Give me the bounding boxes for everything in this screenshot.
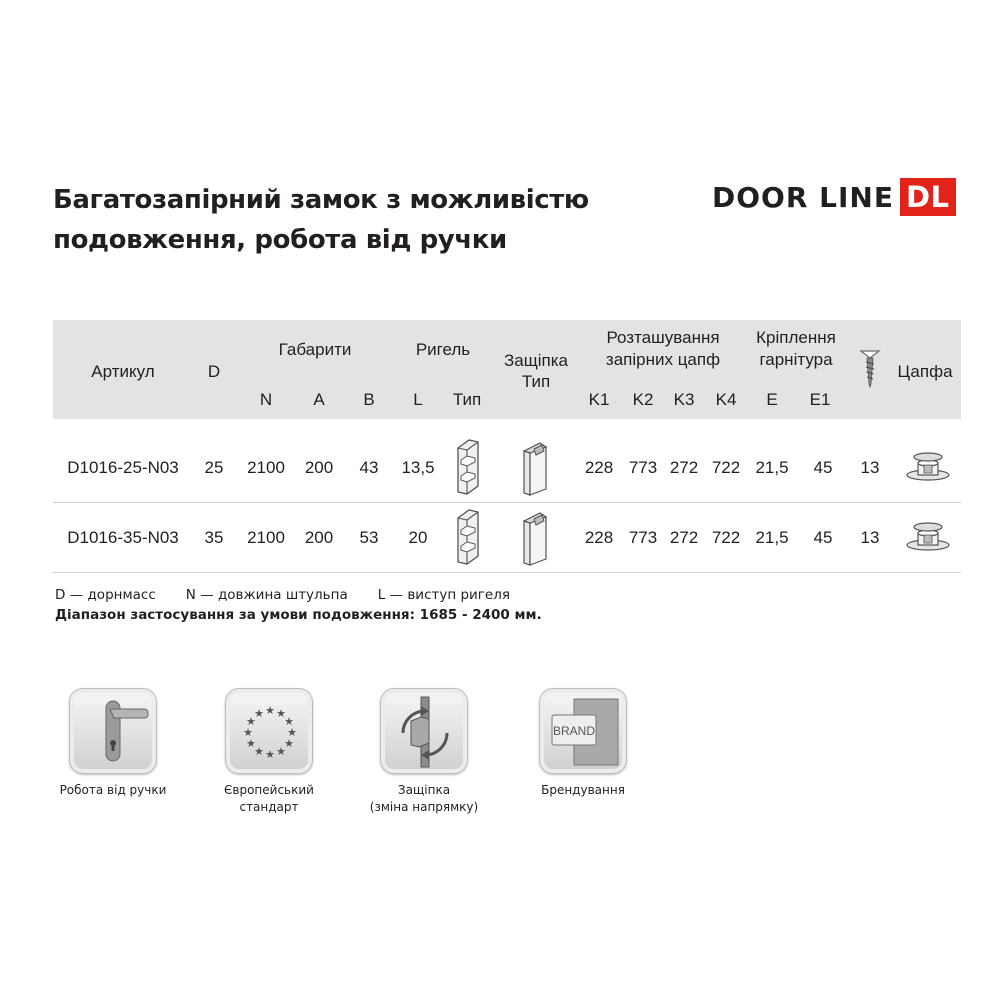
note-n: N — довжина штульпа	[185, 587, 348, 603]
feature-latch-label-2: (зміна напрямку)	[369, 800, 479, 814]
eu-stars-icon	[225, 688, 313, 774]
cell-k1: 228	[584, 528, 614, 547]
cell-screw: 13	[860, 458, 880, 477]
eu-star: ★	[284, 715, 295, 728]
bolt-type-icon	[455, 438, 481, 496]
eu-star: ★	[265, 748, 275, 761]
latch-type-icon	[520, 439, 552, 497]
header-bolt-type: Тип	[452, 390, 482, 409]
cell-screw: 13	[860, 528, 880, 547]
cell-a: 200	[304, 528, 334, 547]
cell-d: 35	[204, 528, 224, 547]
cell-e1: 45	[813, 458, 833, 477]
cell-e: 21,5	[755, 528, 789, 547]
cell-l: 20	[408, 528, 428, 547]
cell-n: 2100	[247, 458, 285, 477]
note-range: Діапазон застосування за умови подовження: 1685 - 2400 мм.	[55, 607, 542, 623]
cell-k4: 722	[711, 458, 741, 477]
header-pin: Цапфа	[897, 362, 953, 381]
eu-star: ★	[265, 704, 275, 717]
header-k3: K3	[673, 390, 695, 409]
cell-k4: 722	[711, 528, 741, 547]
header-k1: K1	[588, 390, 610, 409]
door-handle-icon	[69, 688, 157, 774]
title-line-2: подовження, робота від ручки	[53, 225, 507, 255]
eu-star: ★	[245, 715, 256, 728]
cell-k2: 773	[628, 458, 658, 477]
table-header	[53, 320, 961, 419]
cell-n: 2100	[247, 528, 285, 547]
cell-article: D1016-35-N03	[67, 528, 179, 547]
header-dims: Габарити	[278, 340, 352, 359]
feature-eu-standard	[199, 688, 339, 816]
cell-a: 200	[304, 458, 334, 477]
feature-branding	[513, 688, 653, 799]
header-d: D	[207, 362, 221, 381]
brand-logo	[712, 178, 956, 216]
header-k4: K4	[715, 390, 737, 409]
header-positions-2: запірних цапф	[605, 350, 721, 369]
feature-branding-label: Брендування	[541, 783, 625, 797]
cell-k3: 272	[669, 528, 699, 547]
feature-eu-label-2: стандарт	[239, 800, 299, 814]
brand-plate-icon	[539, 688, 627, 774]
feature-latch-label-1: Защіпка	[397, 783, 451, 797]
cell-l: 13,5	[401, 458, 435, 477]
screw-icon	[859, 348, 881, 388]
cell-k1: 228	[584, 458, 614, 477]
table-row	[53, 503, 961, 573]
note-d: D — дорнмасс	[55, 587, 156, 603]
header-latch-type: Тип	[521, 372, 551, 391]
latch-type-icon	[520, 509, 552, 567]
header-l: L	[413, 390, 423, 409]
cell-b: 43	[359, 458, 379, 477]
header-e1: E1	[809, 390, 831, 409]
eu-star: ★	[254, 706, 264, 720]
cell-e: 21,5	[755, 458, 789, 477]
bolt-type-icon	[455, 508, 481, 566]
pin-icon	[905, 449, 951, 483]
note-l: L — виступ ригеля	[377, 587, 510, 603]
feature-handle	[43, 688, 183, 799]
title-line-1: Багатозапірний замок з можливістю	[53, 185, 589, 215]
header-positions-1: Розташування	[606, 328, 720, 347]
cell-k3: 272	[669, 458, 699, 477]
cell-b: 53	[359, 528, 379, 547]
header-latch: Защіпка	[504, 351, 568, 370]
feature-handle-label: Робота від ручки	[59, 783, 167, 797]
eu-star: ★	[276, 706, 286, 720]
header-fixing-2: гарнітура	[759, 350, 833, 369]
eu-star: ★	[243, 726, 253, 739]
notes	[55, 585, 542, 625]
eu-star: ★	[245, 737, 256, 750]
header-n: N	[259, 390, 273, 409]
cell-k2: 773	[628, 528, 658, 547]
header-fixing-1: Кріплення	[756, 328, 836, 347]
brand-badge-text: BRAND	[552, 724, 596, 738]
eu-star: ★	[287, 726, 297, 739]
pin-icon	[905, 519, 951, 553]
header-article: Артикул	[91, 362, 155, 381]
cell-e1: 45	[813, 528, 833, 547]
page-title	[53, 180, 673, 260]
eu-star: ★	[276, 745, 286, 759]
eu-star: ★	[284, 737, 295, 750]
table-row	[53, 433, 961, 503]
eu-star: ★	[254, 745, 264, 759]
header-bolt: Ригель	[415, 340, 471, 359]
latch-reverse-icon	[380, 688, 468, 774]
feature-eu-label-1: Європейський	[224, 783, 314, 797]
brand-box: DL	[900, 178, 956, 216]
header-e: E	[766, 390, 778, 409]
header-a: A	[313, 390, 325, 409]
feature-latch-reverse	[354, 688, 494, 816]
header-b: B	[363, 390, 375, 409]
brand-text: DOOR LINE	[712, 180, 894, 214]
header-k2: K2	[632, 390, 654, 409]
cell-article: D1016-25-N03	[67, 458, 179, 477]
cell-d: 25	[204, 458, 224, 477]
